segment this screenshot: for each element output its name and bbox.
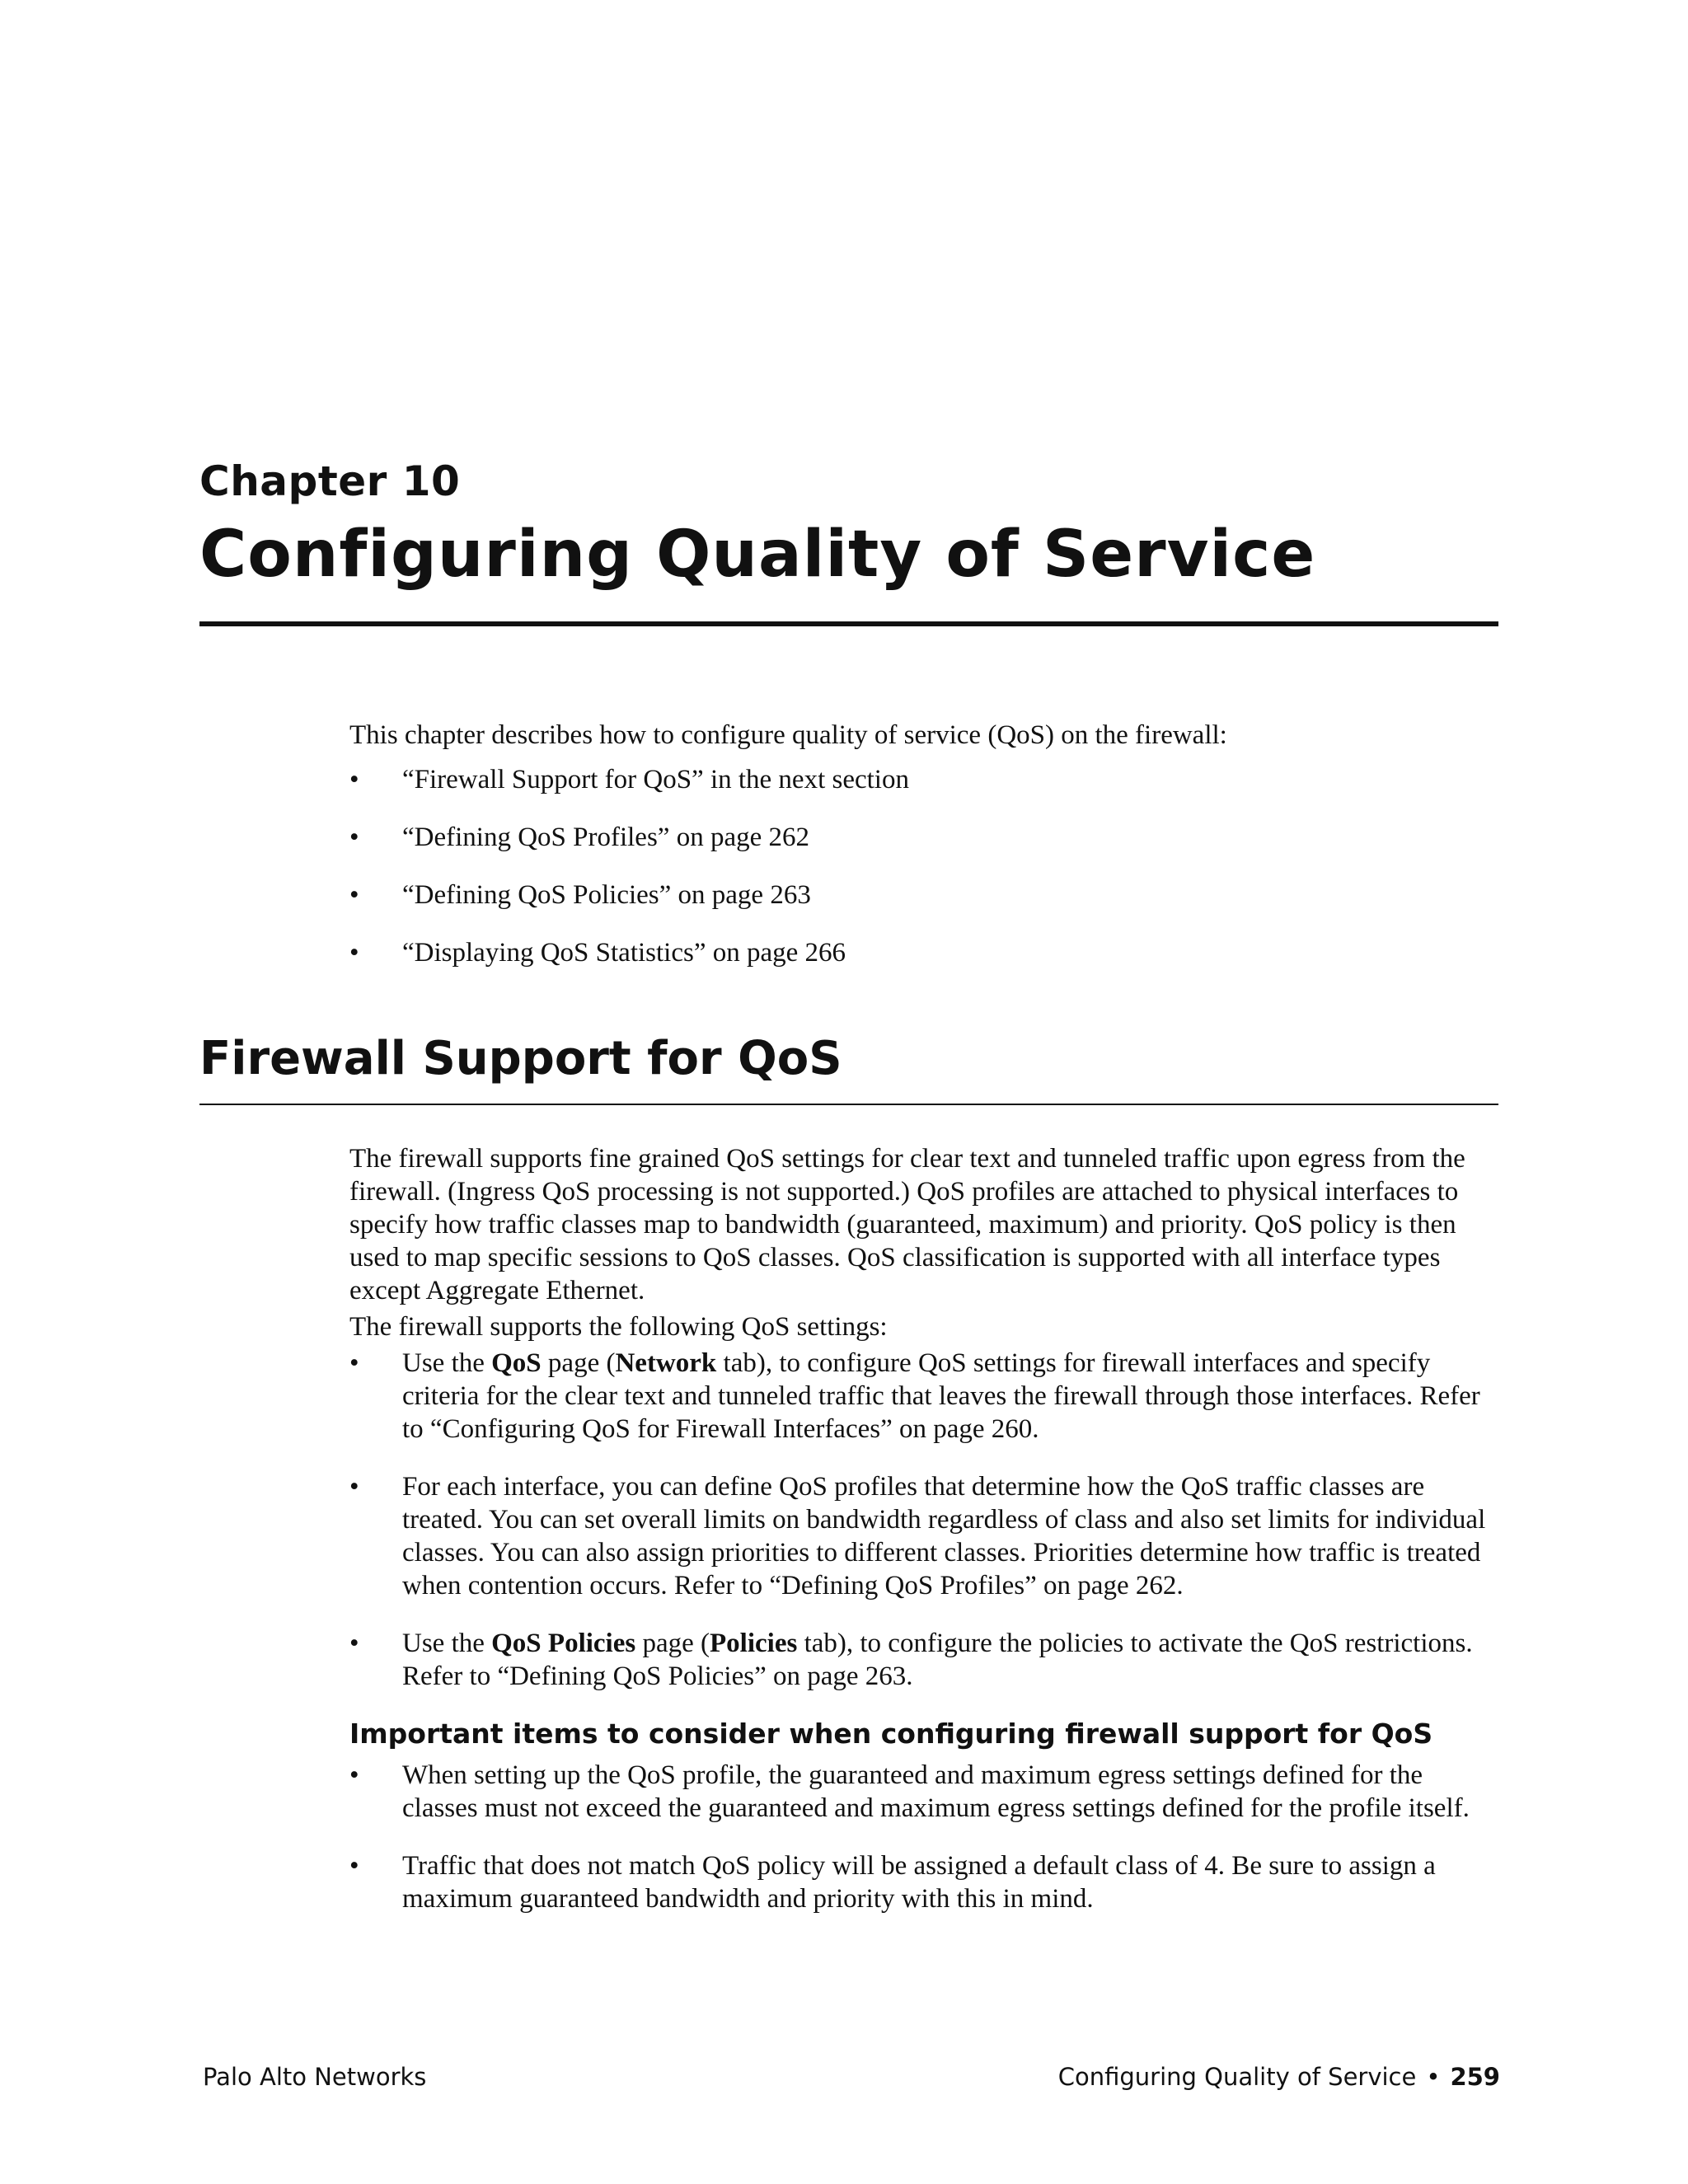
subsection-heading: Important items to consider when configuring firewall support for QoS (349, 1718, 1433, 1750)
bullet: • (349, 765, 359, 794)
section-paragraph: The firewall supports fine grained QoS settings for clear text and tunneled traffic upon egress from the firewall. (Ingress QoS processing is not supported.) QoS profiles are attached to physical interfaces to specify how traffic classes map to bandwidth (guaranteed, maximum) and priority. QoS policy is then used to map specific sessions to QoS classes. QoS classification is supported with all interface types except Aggregate Ethernet. (349, 1144, 1465, 1305)
item-text: Use the (402, 1629, 492, 1658)
item-text: page ( (635, 1629, 710, 1658)
intro-text: This chapter describes how to configure quality of service (QoS) on the firewall: (349, 720, 1227, 750)
item-bold-text: Network (615, 1348, 717, 1378)
bullet: • (349, 1348, 359, 1378)
intro-topic-list (349, 763, 1498, 969)
section-body (349, 1142, 1498, 1940)
section-title: Firewall Support for QoS (199, 1032, 842, 1085)
qos-setting-item (349, 1347, 1498, 1446)
bullet: • (349, 1472, 359, 1502)
intro-topic-item (349, 763, 1498, 796)
bullet: • (349, 1760, 359, 1790)
bullet: • (349, 1851, 359, 1881)
qos-setting-item (349, 1627, 1498, 1693)
item-bold-text: QoS (491, 1348, 542, 1378)
item-text: page ( (541, 1348, 616, 1378)
item-bold-text: Policies (710, 1629, 798, 1658)
intro-topic-item (349, 879, 1498, 912)
intro-topic-text: “Displaying QoS Statistics” on page 266 (402, 938, 846, 968)
section-paragraph: The firewall supports the following QoS settings: (349, 1312, 888, 1342)
item-text: tab), to configure QoS settings for firewall interfaces and specify criteria for the clear text and tunneled traffic that leaves the firewall through those interfaces. Refer to “Configuring QoS for Firewall Interfaces” on page 260. (402, 1348, 1480, 1444)
qos-settings-list (349, 1347, 1498, 1693)
chapter-intro (349, 719, 1498, 994)
bullet: • (349, 880, 359, 910)
intro-topic-text: “Firewall Support for QoS” in the next section (402, 765, 909, 794)
item-bold-text: QoS Policies (491, 1629, 636, 1658)
footer-separator: • (1426, 2063, 1441, 2091)
item-text: When setting up the QoS profile, the guaranteed and maximum egress settings defined for the classes must not exceed the guaranteed and maximum egress settings defined for the profile itself. (402, 1760, 1470, 1823)
chapter-label: Chapter 10 (199, 457, 461, 505)
intro-topic-text: “Defining QoS Profiles” on page 262 (402, 823, 809, 852)
item-text: Use the (402, 1348, 492, 1378)
section-title-rule (199, 1104, 1498, 1105)
qos-setting-item (349, 1470, 1498, 1602)
footer-running-head (1058, 2063, 1500, 2091)
intro-topic-item (349, 821, 1498, 854)
bullet: • (349, 823, 359, 852)
page-number: 259 (1450, 2063, 1500, 2091)
footer-chapter-title: Configuring Quality of Service (1057, 2063, 1417, 2091)
item-text: For each interface, you can define QoS profiles that determine how the QoS traffic classes are treated. You can set overall limits on bandwidth regardless of class and also set limits for individual classes. You can also assign priorities to different classes. Priorities determine how traffic is treated when contention occurs. Refer to “Defining QoS Profiles” on page 262. (402, 1472, 1486, 1601)
chapter-title: Configuring Quality of Service (199, 518, 1316, 592)
considerations-list (349, 1759, 1498, 1915)
bullet: • (349, 938, 359, 968)
item-text: tab), to configure the policies to activate the QoS restrictions. Refer to “Defining QoS Policies” on page 263. (402, 1629, 1473, 1691)
intro-topic-item (349, 936, 1498, 969)
consideration-item (349, 1849, 1498, 1915)
intro-topic-text: “Defining QoS Policies” on page 263 (402, 880, 811, 910)
bullet: • (349, 1629, 359, 1658)
consideration-item (349, 1759, 1498, 1825)
item-text: Traffic that does not match QoS policy will be assigned a default class of 4. Be sure to assign a maximum guaranteed bandwidth and priority with this in mind. (402, 1851, 1436, 1914)
chapter-title-rule (199, 621, 1498, 626)
footer-publisher: Palo Alto Networks (203, 2063, 427, 2091)
